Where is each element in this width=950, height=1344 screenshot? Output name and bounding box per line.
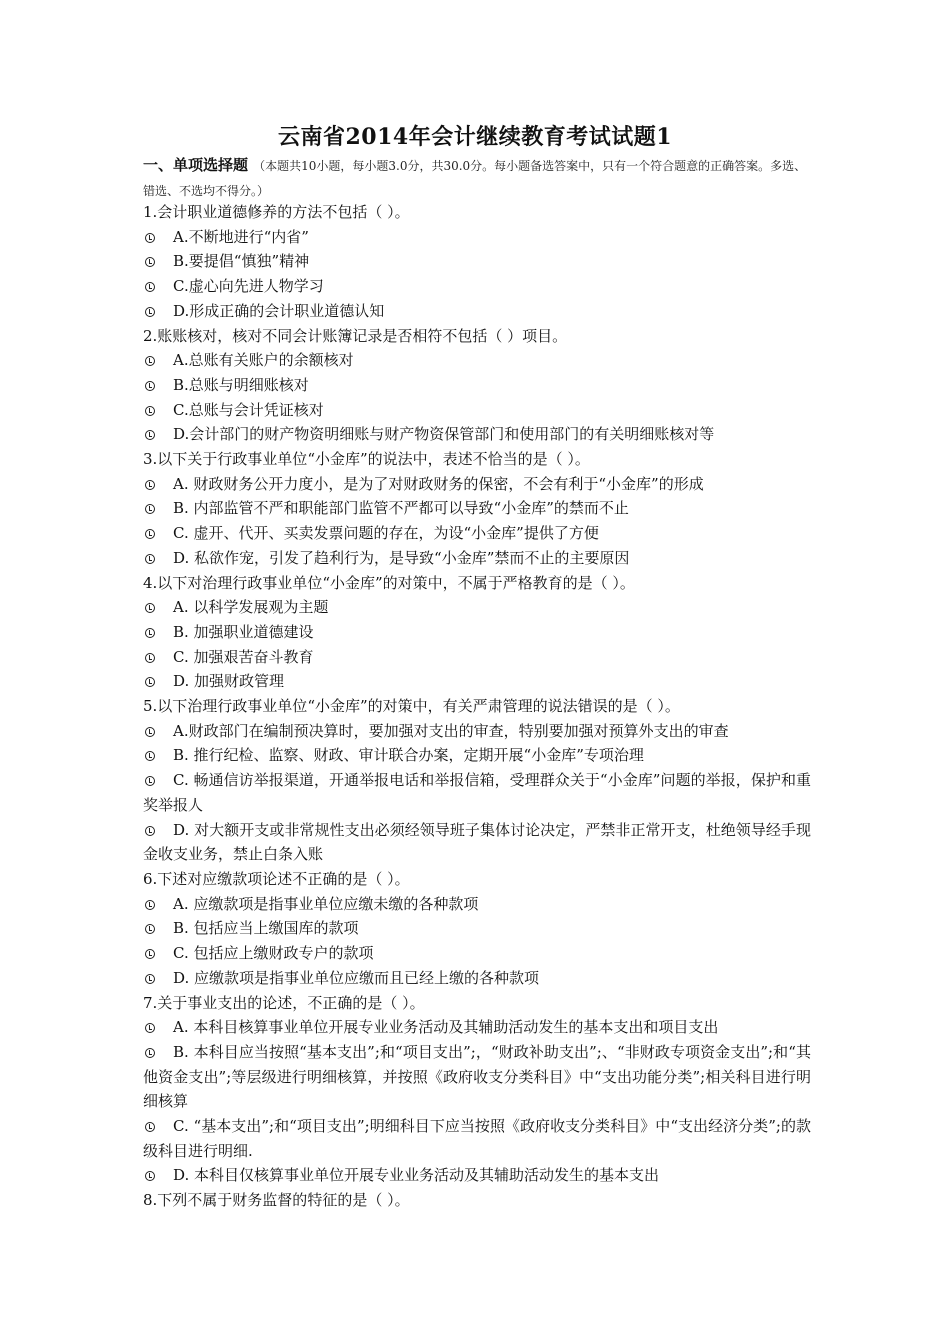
option-label: A. 以科学发展观为主题 [173, 598, 329, 617]
clock-icon [145, 257, 155, 267]
clock-icon [145, 1171, 155, 1181]
question-label: 4.以下对治理行政事业单位“小金库”的对策中，不属于严格教育的是（ ）。 [143, 573, 635, 592]
answer-option[interactable] [143, 225, 811, 250]
option-label: D. 本科目仅核算事业单位开展专业业务活动及其辅助活动发生的基本支出 [173, 1166, 660, 1185]
clock-icon [145, 1048, 155, 1058]
clock-icon [145, 924, 155, 934]
option-label: B.要提倡“慎独”精神 [173, 252, 310, 271]
section-instructions: （本题共10小题，每小题3.0分，共30.0分。每小题备选答案中，只有一个符合题意的正确答案。多选、错选、不选均不得分。） [143, 159, 807, 198]
option-label: C.总账与会计凭证核对 [173, 400, 324, 419]
answer-option[interactable] [143, 422, 811, 447]
clock-icon [145, 504, 155, 514]
answer-option[interactable] [143, 496, 811, 521]
answer-option[interactable] [143, 818, 811, 867]
clock-icon [145, 826, 155, 836]
option-label: D. 对大额开支或非常规性支出必须经领导班子集体讨论决定，严禁非正常开支，杜绝领导经手现金收支业务，禁止白条入账 [143, 820, 811, 864]
clock-icon [145, 406, 155, 416]
question-text [143, 447, 811, 472]
answer-option[interactable] [143, 348, 811, 373]
clock-icon [145, 480, 155, 490]
answer-option[interactable] [143, 1163, 811, 1188]
question-text [143, 1188, 811, 1213]
question-label: 5.以下治理行政事业单位“小金库”的对策中，有关严肃管理的说法错误的是（ ）。 [143, 697, 680, 716]
question-text [143, 694, 811, 719]
option-label: D. 应缴款项是指事业单位应缴而且已经上缴的各种款项 [173, 968, 540, 987]
clock-icon [145, 381, 155, 391]
clock-icon [145, 233, 155, 243]
question-label: 6.下述对应缴款项论述不正确的是（ ）。 [143, 869, 410, 888]
clock-icon [145, 900, 155, 910]
clock-icon [145, 1122, 155, 1132]
answer-option[interactable] [143, 521, 811, 546]
answer-option[interactable] [143, 620, 811, 645]
question-text [143, 571, 811, 596]
clock-icon [145, 282, 155, 292]
option-label: B. 推行纪检、监察、财政、审计联合办案，定期开展“小金库”专项治理 [173, 746, 644, 765]
answer-option[interactable] [143, 941, 811, 966]
option-label: C. “基本支出”;和“项目支出”;明细科目下应当按照《政府收支分类科目》中“支出经济分类”;的款级科目进行明细. [143, 1117, 811, 1160]
question-text [143, 324, 811, 349]
option-label: A.不断地进行“内省” [173, 227, 309, 246]
option-label: A. 应缴款项是指事业单位应缴未缴的各种款项 [173, 894, 479, 913]
answer-option[interactable] [143, 1040, 811, 1114]
question-text [143, 867, 811, 892]
option-label: B.总账与明细账核对 [173, 375, 309, 394]
option-label: A.财政部门在编制预决算时，要加强对支出的审查，特别要加强对预算外支出的审查 [173, 721, 729, 740]
clock-icon [145, 949, 155, 959]
question-label: 7.关于事业支出的论述，不正确的是（ ）。 [143, 993, 425, 1012]
question-text [143, 200, 811, 225]
clock-icon [145, 653, 155, 663]
answer-option[interactable] [143, 768, 811, 817]
question-list [143, 200, 811, 1213]
answer-option[interactable] [143, 373, 811, 398]
clock-icon [145, 776, 155, 786]
question-label: 8.下列不属于财务监督的特征的是（ ）。 [143, 1191, 410, 1210]
option-label: D.形成正确的会计职业道德认知 [173, 301, 385, 320]
option-label: C. 畅通信访举报渠道，开通举报电话和举报信箱，受理群众关于“小金库”问题的举报，保护和重奖举报人 [143, 771, 811, 814]
section-header [143, 153, 808, 203]
clock-icon [145, 974, 155, 984]
question-label: 2.账账核对，核对不同会计账簿记录是否相符不包括（ ）项目。 [143, 326, 568, 345]
option-label: B. 本科目应当按照“基本支出”;和“项目支出”;，“财政补助支出”;、“非财政专项资金支出”;和“其他资金支出”;等层级进行明细核算，并按照《政府收支分类科目》中“支出功能分类”;相关科目进行明细核算 [143, 1042, 811, 1111]
clock-icon [145, 529, 155, 539]
answer-option[interactable] [143, 743, 811, 768]
option-label: A. 本科目核算事业单位开展专业业务活动及其辅助活动发生的基本支出和项目支出 [173, 1018, 719, 1037]
answer-option[interactable] [143, 546, 811, 571]
answer-option[interactable] [143, 645, 811, 670]
option-label: C.虚心向先进人物学习 [173, 277, 324, 296]
clock-icon [145, 628, 155, 638]
option-label: B. 包括应当上缴国库的款项 [173, 919, 359, 938]
answer-option[interactable] [143, 299, 811, 324]
clock-icon [145, 677, 155, 687]
option-label: D. 加强财政管理 [173, 672, 285, 691]
option-label: C. 加强艰苦奋斗教育 [173, 647, 314, 666]
clock-icon [145, 603, 155, 613]
clock-icon [145, 554, 155, 564]
clock-icon [145, 727, 155, 737]
answer-option[interactable] [143, 398, 811, 423]
clock-icon [145, 1023, 155, 1033]
option-label: A. 财政财务公开力度小，是为了对财政财务的保密，不会有利于“小金库”的形成 [173, 474, 704, 493]
clock-icon [145, 430, 155, 440]
option-label: A.总账有关账户的余额核对 [173, 351, 354, 370]
answer-option[interactable] [143, 719, 811, 744]
answer-option[interactable] [143, 916, 811, 941]
clock-icon [145, 356, 155, 366]
clock-icon [145, 307, 155, 317]
answer-option[interactable] [143, 1015, 811, 1040]
answer-option[interactable] [143, 669, 811, 694]
answer-option[interactable] [143, 1114, 811, 1163]
clock-icon [145, 751, 155, 761]
question-label: 3.以下关于行政事业单位“小金库”的说法中，表述不恰当的是（ ）。 [143, 450, 590, 469]
section-heading: 一、单项选择题 [143, 156, 249, 174]
question-label: 1.会计职业道德修养的方法不包括（ ）。 [143, 203, 410, 221]
answer-option[interactable] [143, 472, 811, 497]
answer-option[interactable] [143, 595, 811, 620]
document-title: 云南省2014年会计继续教育考试试题1 [277, 124, 673, 150]
option-label: B. 内部监管不严和职能部门监管不严都可以导致“小金库”的禁而不止 [173, 499, 629, 518]
option-label: C. 虚开、代开、买卖发票问题的存在，为设“小金库”提供了方便 [173, 524, 599, 543]
answer-option[interactable] [143, 249, 811, 274]
answer-option[interactable] [143, 274, 811, 299]
answer-option[interactable] [143, 892, 811, 917]
question-text [143, 991, 811, 1016]
option-label: D. 私欲作宠，引发了趋利行为，是导致“小金库”禁而不止的主要原因 [173, 548, 630, 567]
answer-option[interactable] [143, 966, 811, 991]
option-label: B. 加强职业道德建设 [173, 622, 314, 641]
option-label: D.会计部门的财产物资明细账与财产物资保管部门和使用部门的有关明细账核对等 [173, 425, 715, 444]
option-label: C. 包括应上缴财政专户的款项 [173, 944, 374, 963]
